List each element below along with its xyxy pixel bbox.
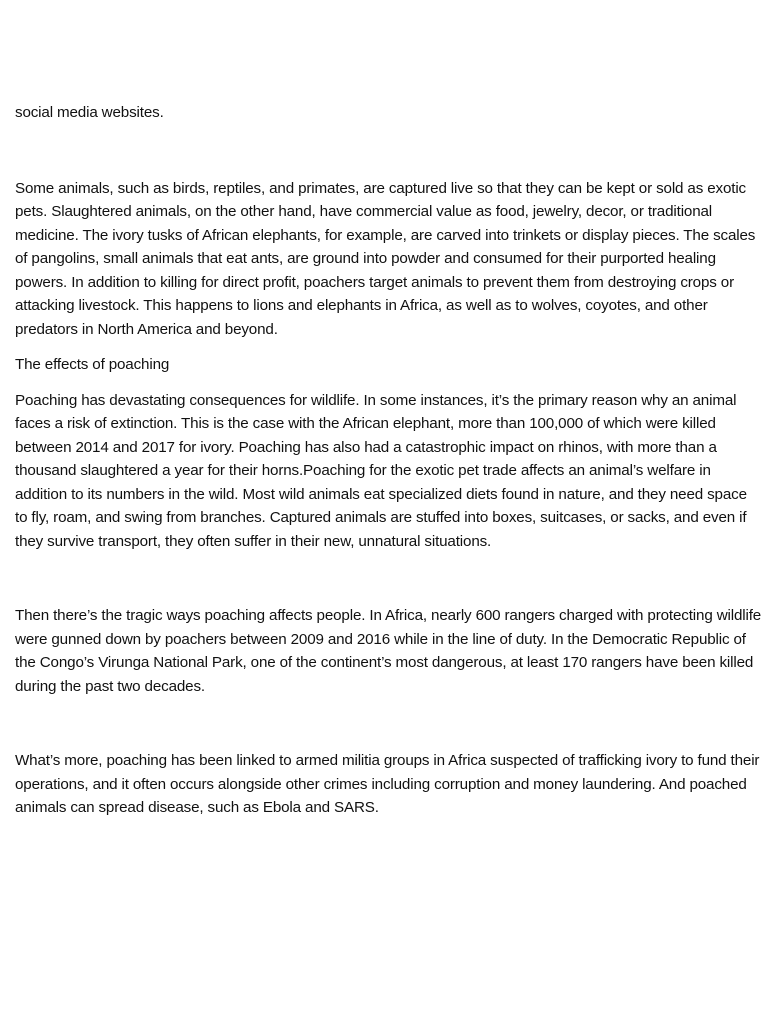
document-body — [15, 101, 763, 820]
paragraph-crime-links: What’s more, poaching has been linked to armed militia groups in Africa suspected of trafficking ivory to fund their operations, and it often occurs alongside other crimes including corruption and money laundering. And poached animals can spread disease, such as Ebola and SARS. — [15, 752, 760, 816]
paragraph-people-effects: Then there’s the tragic ways poaching affects people. In Africa, nearly 600 rangers charged with protecting wildlife were gunned down by poachers between 2009 and 2016 while in the line of duty. In the Democratic Republic of the Congo’s Virunga National Park, one of the continent’s most dangerous, at least 170 rangers have been killed during the past two decades. — [15, 607, 762, 695]
paragraph-wildlife-effects: Poaching has devastating consequences for wildlife. In some instances, it’s the primary reason why an animal faces a risk of extinction. This is the case with the African elephant, more than 100,000 of which were killed between 2014 and 2017 for ivory. Poaching has also had a catastrophic impact on rhinos, with more than a thousand slaughtered a year for their horns.Poaching for the exotic pet trade affects an animal’s welfare in addition to its numbers in the wild. Most wild animals eat specialized diets found in nature, and they need space to fly, roam, and swing from branches. Captured animals are stuffed into boxes, suitcases, or sacks, and even if they survive transport, they often suffer in their new, unnatural situations. — [15, 391, 747, 550]
paragraph-exotic-pets: Some animals, such as birds, reptiles, and primates, are captured live so that they can be kept or sold as exotic pets. Slaughtered animals, on the other hand, have commercial value as food, jewelry, decor, or traditional medicine. The ivory tusks of African elephants, for example, are carved into trinkets or display pieces. The scales of pangolins, small animals that eat ants, are ground into powder and consumed for their purported healing powers. In addition to killing for direct profit, poachers target animals to prevent them from destroying crops or attacking livestock. This happens to lions and elephants in Africa, as well as to wolves, coyotes, and other predators in North America and beyond. — [15, 179, 756, 338]
text-fragment: social media websites. — [15, 104, 164, 121]
section-heading-effects: The effects of poaching — [15, 356, 170, 373]
